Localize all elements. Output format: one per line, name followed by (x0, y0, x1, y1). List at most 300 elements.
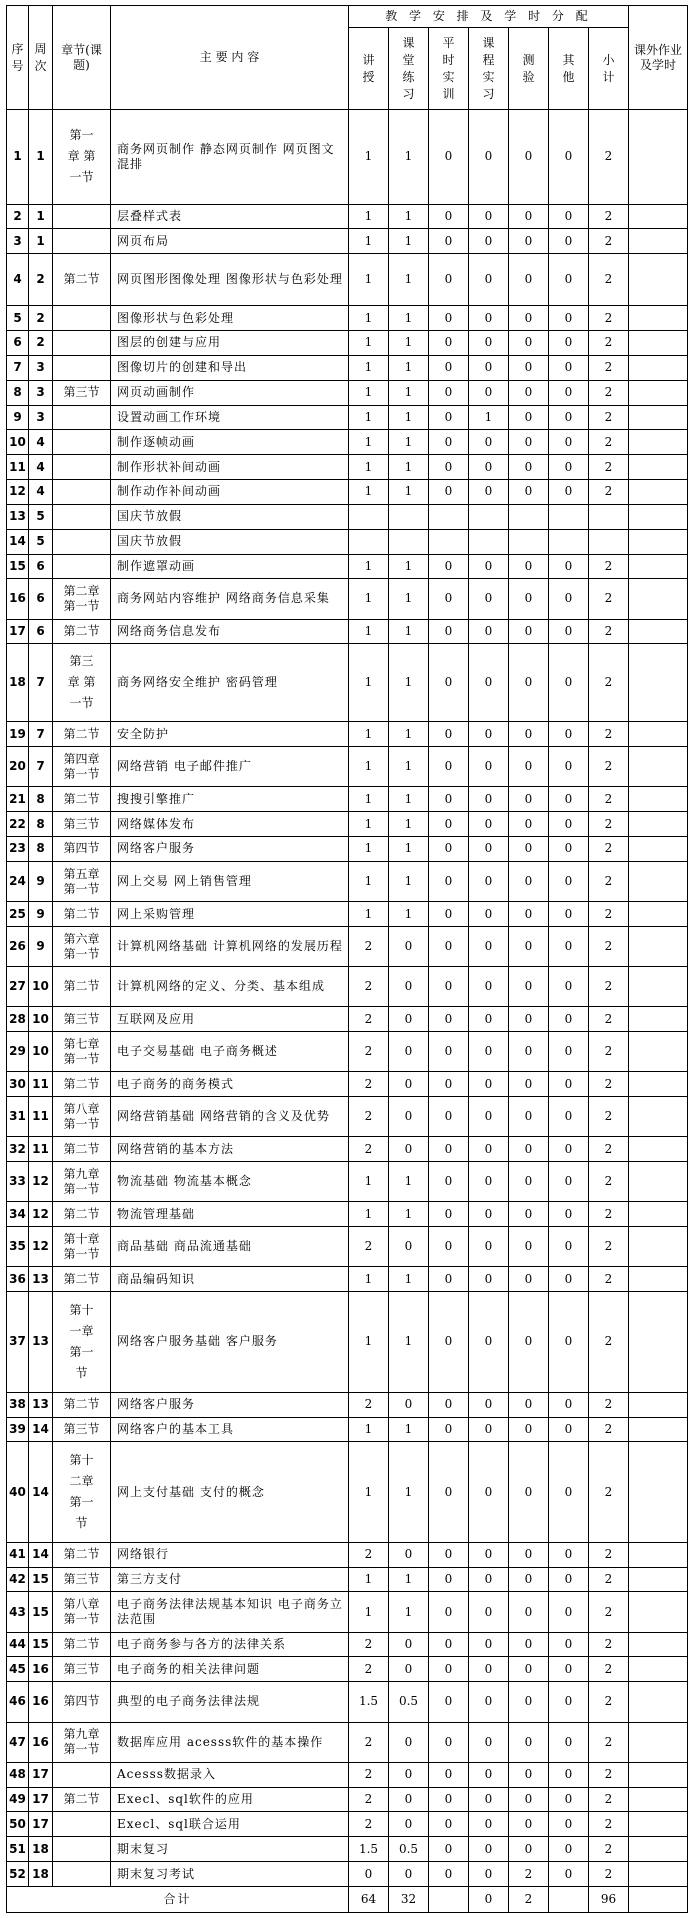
row-content: 网络客户服务 (111, 1392, 349, 1417)
row-subtotal: 2 (589, 1787, 629, 1812)
table-row (7, 1202, 688, 1227)
row-week: 8 (29, 787, 53, 812)
row-practice: 1 (389, 204, 429, 229)
row-course: 0 (469, 430, 509, 455)
row-chapter-text: 第八章 第一节 (63, 1597, 100, 1627)
row-course: 0 (469, 1837, 509, 1862)
row-content: 商品基础 商品流通基础 (111, 1227, 349, 1267)
row-homework (629, 812, 688, 837)
row-practice: 1 (389, 1162, 429, 1202)
row-test: 0 (509, 1417, 549, 1442)
row-usual: 0 (429, 1032, 469, 1072)
row-course: 0 (469, 1392, 509, 1417)
row-usual: 0 (429, 1592, 469, 1632)
row-course: 0 (469, 1542, 509, 1567)
row-test (509, 529, 549, 554)
row-chapter-text: 第十章 第一节 (63, 1231, 100, 1261)
row-course: 0 (469, 1812, 509, 1837)
row-usual: 0 (429, 355, 469, 380)
row-homework (629, 204, 688, 229)
row-content: 网页图形图像处理 图像形状与色彩处理 (111, 254, 349, 306)
row-chapter-text: 第一章 第一节 (67, 128, 96, 185)
table-row (7, 554, 688, 579)
row-homework (629, 480, 688, 505)
row-test: 0 (509, 644, 549, 722)
row-chapter-text: 第二节 (63, 1791, 100, 1806)
row-other: 0 (549, 110, 589, 205)
row-chapter (53, 1007, 111, 1032)
row-seq: 10 (7, 430, 29, 455)
row-lecture: 1 (349, 837, 389, 862)
row-lecture: 1 (349, 1592, 389, 1632)
row-test (509, 504, 549, 529)
row-usual: 0 (429, 1722, 469, 1762)
row-subtotal: 2 (589, 380, 629, 405)
row-homework (629, 1837, 688, 1862)
row-course: 0 (469, 967, 509, 1007)
row-week: 16 (29, 1657, 53, 1682)
row-subtotal: 2 (589, 1442, 629, 1542)
row-lecture: 2 (349, 1097, 389, 1137)
row-chapter (53, 1837, 111, 1862)
row-seq: 32 (7, 1137, 29, 1162)
row-week: 17 (29, 1787, 53, 1812)
row-usual: 0 (429, 1837, 469, 1862)
row-practice: 0 (389, 1392, 429, 1417)
row-seq: 39 (7, 1417, 29, 1442)
row-chapter (53, 1417, 111, 1442)
row-chapter (53, 529, 111, 554)
row-homework (629, 380, 688, 405)
table-row (7, 1097, 688, 1137)
row-seq: 50 (7, 1812, 29, 1837)
row-chapter-text: 第三节 (63, 1421, 100, 1436)
row-subtotal: 2 (589, 1392, 629, 1417)
row-usual: 0 (429, 787, 469, 812)
row-other: 0 (549, 1032, 589, 1072)
row-week: 9 (29, 861, 53, 901)
table-row (7, 355, 688, 380)
row-course: 0 (469, 1162, 509, 1202)
row-test: 0 (509, 480, 549, 505)
row-practice: 1 (389, 405, 429, 430)
header-row-top (7, 6, 688, 28)
row-usual: 0 (429, 1417, 469, 1442)
row-practice: 0 (389, 1862, 429, 1887)
table-row (7, 1007, 688, 1032)
row-content: 网上支付基础 支付的概念 (111, 1442, 349, 1542)
row-practice: 1 (389, 331, 429, 356)
row-week: 9 (29, 902, 53, 927)
row-lecture: 2 (349, 1137, 389, 1162)
row-week: 4 (29, 480, 53, 505)
row-test: 0 (509, 1162, 549, 1202)
row-chapter-text: 第三章 第一节 (67, 654, 96, 711)
row-test: 0 (509, 926, 549, 966)
row-content: 计算机网络的定义、分类、基本组成 (111, 967, 349, 1007)
row-other: 0 (549, 355, 589, 380)
row-usual: 0 (429, 430, 469, 455)
row-homework (629, 1072, 688, 1097)
row-content: 图像切片的创建和导出 (111, 355, 349, 380)
row-homework (629, 1787, 688, 1812)
row-chapter-text: 第二节 (63, 979, 100, 994)
row-course: 0 (469, 1787, 509, 1812)
row-homework (629, 306, 688, 331)
table-row (7, 619, 688, 644)
row-homework (629, 1267, 688, 1292)
total-test: 2 (509, 1887, 549, 1913)
row-practice: 0 (389, 1072, 429, 1097)
row-other: 0 (549, 480, 589, 505)
row-chapter (53, 1267, 111, 1292)
row-chapter (53, 1632, 111, 1657)
row-seq: 11 (7, 455, 29, 480)
row-course: 0 (469, 380, 509, 405)
row-usual: 0 (429, 204, 469, 229)
row-usual: 0 (429, 747, 469, 787)
row-lecture: 2 (349, 1812, 389, 1837)
row-other: 0 (549, 837, 589, 862)
row-chapter-text: 第二章 第一节 (63, 583, 100, 613)
row-homework (629, 1862, 688, 1887)
row-seq: 22 (7, 812, 29, 837)
row-usual: 0 (429, 1542, 469, 1567)
row-homework (629, 1392, 688, 1417)
row-subtotal: 2 (589, 405, 629, 430)
row-homework (629, 1722, 688, 1762)
row-practice: 0 (389, 1787, 429, 1812)
row-homework (629, 1032, 688, 1072)
row-usual: 0 (429, 1007, 469, 1032)
row-homework (629, 355, 688, 380)
row-course: 0 (469, 926, 509, 966)
table-row (7, 1592, 688, 1632)
row-other: 0 (549, 722, 589, 747)
row-week: 17 (29, 1812, 53, 1837)
row-other: 0 (549, 1632, 589, 1657)
row-lecture (349, 529, 389, 554)
row-other: 0 (549, 204, 589, 229)
row-course: 0 (469, 1227, 509, 1267)
row-chapter (53, 1162, 111, 1202)
row-content: 层叠样式表 (111, 204, 349, 229)
row-test: 0 (509, 229, 549, 254)
row-course: 0 (469, 644, 509, 722)
row-chapter (53, 787, 111, 812)
header-chapter: 章节(课题) (53, 6, 111, 110)
row-homework (629, 722, 688, 747)
row-course: 0 (469, 1417, 509, 1442)
row-chapter-text: 第三节 (63, 816, 100, 831)
row-usual: 0 (429, 1137, 469, 1162)
row-seq: 37 (7, 1292, 29, 1392)
row-course: 0 (469, 254, 509, 306)
row-test: 0 (509, 331, 549, 356)
row-subtotal: 2 (589, 1762, 629, 1787)
row-homework (629, 110, 688, 205)
row-test: 0 (509, 1542, 549, 1567)
row-chapter-text: 第二节 (63, 1076, 100, 1091)
row-subtotal: 2 (589, 1862, 629, 1887)
row-lecture: 1 (349, 331, 389, 356)
table-row (7, 1442, 688, 1542)
table-row (7, 204, 688, 229)
row-subtotal: 2 (589, 1137, 629, 1162)
row-seq: 47 (7, 1722, 29, 1762)
row-seq: 46 (7, 1682, 29, 1722)
row-subtotal: 2 (589, 480, 629, 505)
row-chapter-text: 第二节 (63, 1271, 100, 1286)
row-content: Acesss数据录入 (111, 1762, 349, 1787)
row-chapter (53, 1812, 111, 1837)
table-row (7, 405, 688, 430)
row-homework (629, 1162, 688, 1202)
row-content: 物流基础 物流基本概念 (111, 1162, 349, 1202)
row-subtotal: 2 (589, 619, 629, 644)
row-course: 0 (469, 1072, 509, 1097)
row-other: 0 (549, 455, 589, 480)
table-row (7, 254, 688, 306)
row-content: 网络客户服务 (111, 837, 349, 862)
row-usual: 0 (429, 1227, 469, 1267)
row-week: 13 (29, 1392, 53, 1417)
row-practice: 1 (389, 902, 429, 927)
row-lecture: 1.5 (349, 1837, 389, 1862)
row-test: 0 (509, 967, 549, 1007)
row-subtotal: 2 (589, 229, 629, 254)
table-row (7, 331, 688, 356)
row-test: 0 (509, 619, 549, 644)
row-other: 0 (549, 1762, 589, 1787)
row-usual: 0 (429, 1682, 469, 1722)
row-chapter (53, 1787, 111, 1812)
row-course: 0 (469, 1292, 509, 1392)
row-lecture: 2 (349, 1542, 389, 1567)
row-practice: 0.5 (389, 1682, 429, 1722)
header-lecture: 讲授 (349, 28, 389, 110)
row-other: 0 (549, 1137, 589, 1162)
row-subtotal: 2 (589, 1592, 629, 1632)
row-usual: 0 (429, 1442, 469, 1542)
total-homework (629, 1887, 688, 1913)
row-course: 0 (469, 306, 509, 331)
row-content: 互联网及应用 (111, 1007, 349, 1032)
row-other: 0 (549, 1227, 589, 1267)
row-test: 0 (509, 1032, 549, 1072)
table-row (7, 1267, 688, 1292)
table-row (7, 747, 688, 787)
row-week: 17 (29, 1762, 53, 1787)
row-practice: 1 (389, 1417, 429, 1442)
row-chapter (53, 747, 111, 787)
header-test: 测验 (509, 28, 549, 110)
row-lecture: 1 (349, 1567, 389, 1592)
row-usual: 0 (429, 837, 469, 862)
row-practice: 0 (389, 926, 429, 966)
row-usual: 0 (429, 1392, 469, 1417)
row-content: 物流管理基础 (111, 1202, 349, 1227)
table-row (7, 529, 688, 554)
row-content: 制作动作补间动画 (111, 480, 349, 505)
row-subtotal: 2 (589, 902, 629, 927)
row-week: 15 (29, 1632, 53, 1657)
row-test: 0 (509, 204, 549, 229)
row-homework (629, 1592, 688, 1632)
row-test: 0 (509, 1787, 549, 1812)
row-homework (629, 430, 688, 455)
row-content: 电子交易基础 电子商务概述 (111, 1032, 349, 1072)
row-chapter-text: 第二节 (63, 623, 100, 638)
row-course: 0 (469, 1762, 509, 1787)
row-other (549, 529, 589, 554)
row-practice: 0 (389, 1657, 429, 1682)
row-subtotal: 2 (589, 861, 629, 901)
row-other: 0 (549, 1657, 589, 1682)
row-course: 0 (469, 1862, 509, 1887)
row-test: 0 (509, 787, 549, 812)
row-homework (629, 902, 688, 927)
row-content: 图像形状与色彩处理 (111, 306, 349, 331)
row-other: 0 (549, 644, 589, 722)
row-week: 9 (29, 926, 53, 966)
row-content: 数据库应用 acesss软件的基本操作 (111, 1722, 349, 1762)
row-week: 14 (29, 1442, 53, 1542)
row-usual: 0 (429, 1862, 469, 1887)
row-usual: 0 (429, 579, 469, 619)
row-week: 15 (29, 1592, 53, 1632)
row-test: 0 (509, 812, 549, 837)
row-test: 0 (509, 837, 549, 862)
row-chapter-text: 第五章 第一节 (63, 866, 100, 896)
row-other: 0 (549, 1392, 589, 1417)
header-practice: 课堂练习 (389, 28, 429, 110)
row-course: 0 (469, 1267, 509, 1292)
total-other (549, 1887, 589, 1913)
row-course: 0 (469, 1137, 509, 1162)
row-seq: 21 (7, 787, 29, 812)
row-subtotal: 2 (589, 1097, 629, 1137)
total-usual (429, 1887, 469, 1913)
row-lecture: 1 (349, 355, 389, 380)
row-practice: 1 (389, 837, 429, 862)
row-chapter (53, 1762, 111, 1787)
row-subtotal: 2 (589, 837, 629, 862)
row-week: 4 (29, 455, 53, 480)
row-seq: 44 (7, 1632, 29, 1657)
row-subtotal: 2 (589, 1657, 629, 1682)
row-chapter-text: 第二节 (63, 1141, 100, 1156)
row-subtotal: 2 (589, 1072, 629, 1097)
row-course: 0 (469, 455, 509, 480)
row-subtotal: 2 (589, 1267, 629, 1292)
row-chapter (53, 1592, 111, 1632)
row-subtotal: 2 (589, 1542, 629, 1567)
row-content: 商务网络安全维护 密码管理 (111, 644, 349, 722)
row-other: 0 (549, 1442, 589, 1542)
row-seq: 42 (7, 1567, 29, 1592)
row-chapter-text: 第七章 第一节 (63, 1036, 100, 1066)
row-test: 0 (509, 1202, 549, 1227)
row-chapter (53, 1072, 111, 1097)
row-other: 0 (549, 619, 589, 644)
row-usual: 0 (429, 480, 469, 505)
row-homework (629, 1292, 688, 1392)
row-practice (389, 504, 429, 529)
row-other: 0 (549, 380, 589, 405)
row-content: 搜搜引擎推广 (111, 787, 349, 812)
row-seq: 29 (7, 1032, 29, 1072)
row-course (469, 504, 509, 529)
row-subtotal: 2 (589, 1292, 629, 1392)
row-other: 0 (549, 1722, 589, 1762)
row-homework (629, 1542, 688, 1567)
row-subtotal: 2 (589, 1227, 629, 1267)
row-practice (389, 529, 429, 554)
header-content: 主 要 内 容 (111, 6, 349, 110)
row-content: 网络营销的基本方法 (111, 1137, 349, 1162)
table-row (7, 1032, 688, 1072)
row-usual: 0 (429, 902, 469, 927)
row-practice: 1 (389, 619, 429, 644)
row-homework (629, 1762, 688, 1787)
row-week: 1 (29, 229, 53, 254)
row-week: 3 (29, 355, 53, 380)
row-lecture: 1 (349, 204, 389, 229)
row-content: 网络客户的基本工具 (111, 1417, 349, 1442)
row-usual: 0 (429, 1787, 469, 1812)
row-usual: 0 (429, 1267, 469, 1292)
header-other: 其他 (549, 28, 589, 110)
row-practice: 1 (389, 110, 429, 205)
row-week: 7 (29, 644, 53, 722)
row-week: 7 (29, 747, 53, 787)
header-week: 周次 (29, 6, 53, 110)
row-chapter-text: 第八章 第一节 (63, 1101, 100, 1131)
row-lecture: 1 (349, 1202, 389, 1227)
row-practice: 0 (389, 1812, 429, 1837)
row-subtotal: 2 (589, 1722, 629, 1762)
row-chapter (53, 331, 111, 356)
row-subtotal: 2 (589, 430, 629, 455)
row-other: 0 (549, 902, 589, 927)
row-week: 8 (29, 837, 53, 862)
header-subtotal: 小计 (589, 28, 629, 110)
row-lecture: 1 (349, 405, 389, 430)
header-homework: 课外作业及学时 (629, 6, 688, 110)
row-homework (629, 1812, 688, 1837)
row-test: 0 (509, 1007, 549, 1032)
table-row (7, 1682, 688, 1722)
row-usual: 0 (429, 1097, 469, 1137)
row-chapter (53, 812, 111, 837)
row-lecture: 0 (349, 1862, 389, 1887)
row-subtotal: 2 (589, 812, 629, 837)
row-course: 0 (469, 355, 509, 380)
row-week: 1 (29, 110, 53, 205)
table-row (7, 1837, 688, 1862)
row-week: 4 (29, 430, 53, 455)
row-test: 0 (509, 1292, 549, 1392)
row-chapter (53, 1032, 111, 1072)
row-homework (629, 787, 688, 812)
row-course: 0 (469, 1007, 509, 1032)
row-week: 10 (29, 967, 53, 1007)
table-row (7, 579, 688, 619)
row-practice: 1 (389, 355, 429, 380)
row-test: 0 (509, 1657, 549, 1682)
row-chapter (53, 405, 111, 430)
